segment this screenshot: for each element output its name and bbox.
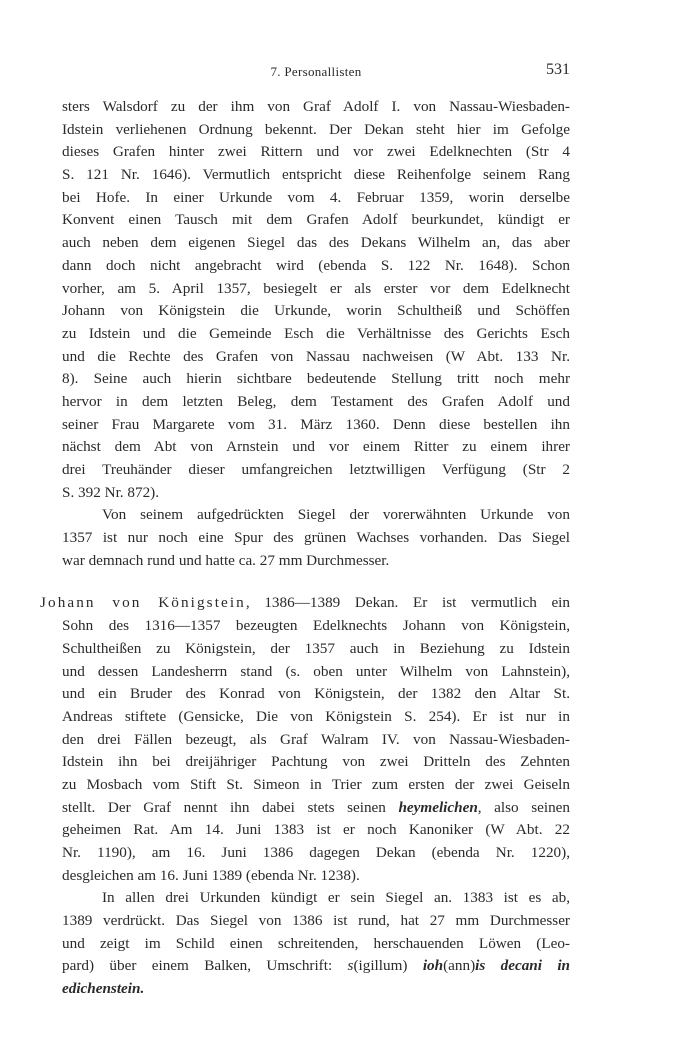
page-number: 531	[546, 61, 570, 78]
text-line: dieses Grafen hinter zwei Rittern und vor zwei Edelknechten (Str 4	[62, 143, 570, 161]
text-line: nächst dem Abt von Arnstein und vor einem Ritter zu einem ihrer	[62, 438, 570, 456]
text-line: und zeigt im Schild einen schreitenden, herschauenden Löwen (Leo-	[62, 934, 570, 952]
entry-first-line-text: , 1386—1389 Dekan. Er ist vermutlich ein	[245, 594, 571, 612]
text-line: Nr. 1190), am 16. Juni 1386 dagegen Dekan (ebenda Nr. 1220),	[62, 844, 570, 861]
text-line-with-emphasis	[40, 797, 570, 820]
text-line: hervor in dem letzten Beleg, dem Testament des Grafen Adolf und	[62, 392, 570, 410]
text-line: Idstein verliehenen Ordnung bekennt. Der Dekan steht hier im Gefolge	[62, 120, 570, 138]
inscription-abbrev: ioh	[422, 957, 444, 975]
text-line: dann doch nicht angebracht wird (ebenda S. 122 Nr. 1648). Schon	[62, 256, 570, 274]
text-line: und die Rechte des Grafen von Nassau nachweisen (W Abt. 133 Nr.	[62, 347, 570, 365]
text-line: desgleichen am 16. Juni 1389 (ebenda Nr. 1238).	[62, 866, 360, 884]
text-line: Andreas stiftete (Gensicke, Die von Königstein S. 254). Er ist nur in	[62, 707, 570, 725]
inscription-text: is decani in	[475, 957, 570, 975]
entry-johann-von-koenigstein	[40, 592, 570, 887]
text-line: auch neben dem eigenen Siegel das des Dekans Wilhelm an, das aber	[62, 234, 570, 252]
inscription-text: edichenstein.	[62, 980, 145, 998]
running-head: 7. Personallisten	[270, 64, 362, 79]
text-line: 8). Seine auch hierin sichtbare bedeutende Stellung tritt noch mehr	[62, 370, 570, 388]
text-line: 1357 ist nur noch eine Spur des grünen Wachses vorhanden. Das Siegel	[62, 529, 570, 547]
text-segment: pard) über einem Balken, Umschrift:	[62, 957, 348, 975]
text-line: Sohn des 1316—1357 bezeugten Edelknechts Johann von Königstein,	[62, 617, 570, 635]
text-line: geheimen Rat. Am 14. Juni 1383 ist er noch Kanoniker (W Abt. 22	[62, 821, 570, 839]
paragraph-wilhelm-continuation	[40, 96, 570, 504]
text-line: zu Idstein und die Gemeinde Esch die Verhältnisse des Gerichts Esch	[62, 324, 570, 342]
text-line: In allen drei Urkunden kündigt er sein Siegel an. 1383 ist es ab,	[102, 889, 570, 907]
text-line: bei Hofe. In einer Urkunde vom 4. Februar 1359, worin derselbe	[62, 188, 570, 206]
text-segment: stellt. Der Graf nennt ihn dabei stets seinen	[62, 798, 399, 816]
text-line: den drei Fällen bezeugt, als Graf Walram IV. von Nassau-Wiesbaden-	[62, 730, 570, 748]
text-line: Von seinem aufgedrückten Siegel der vorerwähnten Urkunde von	[102, 506, 570, 524]
page-header	[62, 61, 570, 86]
entry-first-line	[40, 592, 570, 615]
text-line: war demnach rund und hatte ca. 27 mm Durchmesser.	[62, 551, 390, 569]
page-body	[40, 96, 570, 1001]
text-line: sters Walsdorf zu der ihm von Graf Adolf I. von Nassau-Wiesbaden-	[62, 98, 570, 115]
seal-inscription-line	[40, 955, 570, 978]
text-line: seiner Frau Margarete vom 31. März 1360. Denn diese bestellen ihn	[62, 415, 570, 433]
inscription-expansion: (igillum)	[353, 957, 423, 975]
inscription-abbrev: s	[347, 957, 354, 975]
text-line: Idstein ihn bei dreijähriger Pachtung von zwei Dritteln des Zehnten	[62, 753, 570, 771]
seal-inscription-line	[40, 978, 570, 1001]
paragraph-wilhelm-seal	[40, 504, 570, 572]
entry-name: Johann von Königstein	[40, 594, 246, 612]
text-line: zu Mosbach vom Stift St. Simeon in Trier zum ersten der zwei Geiseln	[62, 775, 570, 793]
text-line: und dessen Landesherrn stand (s. oben unter Wilhelm von Lahnstein),	[62, 662, 570, 680]
text-line: Konvent einen Tausch mit dem Grafen Adolf beurkundet, kündigt er	[62, 211, 570, 229]
text-line: Schultheißen zu Königstein, der 1357 auch in Beziehung zu Idstein	[62, 639, 570, 657]
text-line: S. 392 Nr. 872).	[62, 483, 160, 501]
paragraph-johann-seal	[40, 887, 570, 1000]
text-line: 1389 verdrückt. Das Siegel von 1386 ist rund, hat 27 mm Durchmesser	[62, 912, 570, 930]
emphasized-term: heymelichen	[398, 798, 478, 816]
text-line: vorher, am 5. April 1357, besiegelt er als erster vor dem Edelknecht	[62, 279, 570, 297]
text-line: Johann von Königstein die Urkunde, worin Schultheiß und Schöffen	[62, 302, 570, 320]
text-line: S. 121 Nr. 1646). Vermutlich entspricht diese Reihenfolge seinem Rang	[62, 166, 570, 184]
text-line: und ein Bruder des Konrad von Königstein, der 1382 den Altar St.	[62, 685, 570, 703]
inscription-expansion: (ann)	[443, 957, 476, 975]
text-segment: , also seinen	[477, 798, 571, 816]
text-line: drei Treuhänder dieser umfangreichen letztwilligen Verfügung (Str 2	[62, 461, 570, 478]
